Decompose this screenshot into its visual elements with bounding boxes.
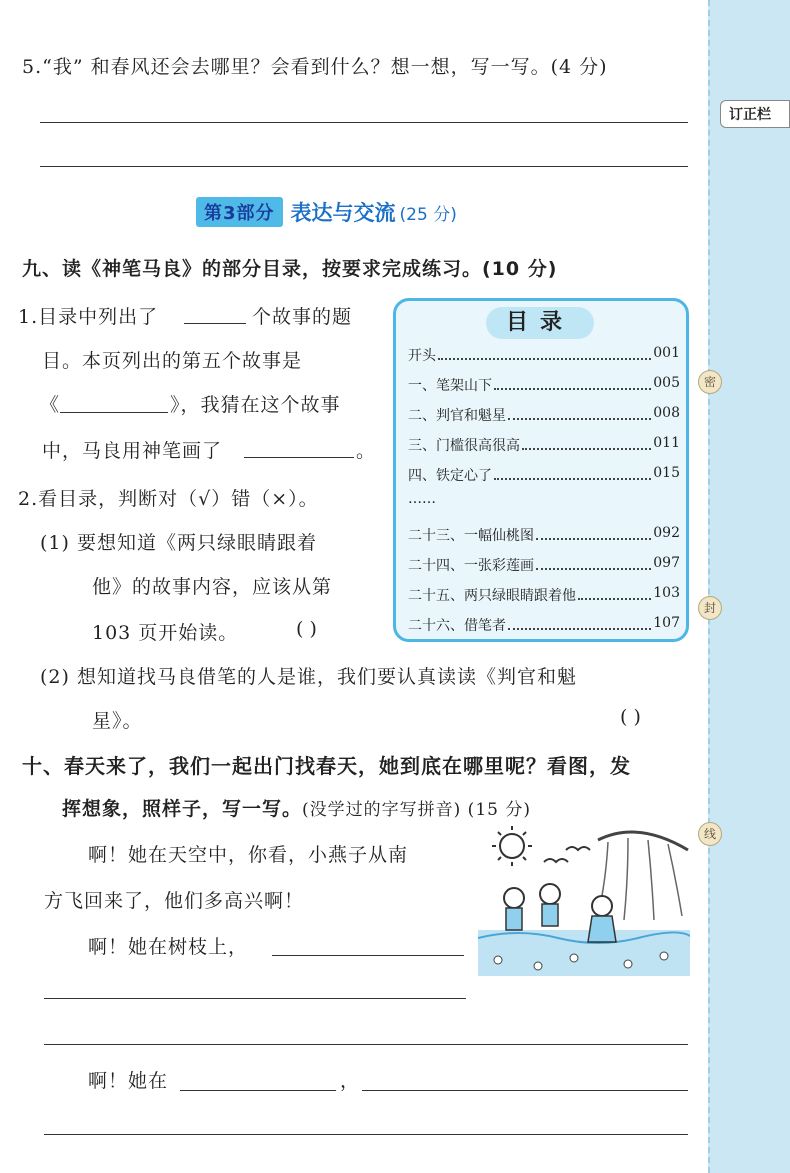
toc-title: 一、笔架山下: [408, 378, 492, 394]
section-header: [196, 196, 457, 228]
toc-title: 二十三、一幅仙桃图: [408, 528, 534, 544]
q9-text: 《: [40, 394, 61, 416]
example-line-1: 啊！她在天空中，你看，小燕子从南: [88, 844, 409, 866]
prompt-comma: ，: [340, 1070, 361, 1092]
q9-item-2: 2.看目录，判断对（√）错（×）。: [18, 488, 319, 510]
toc-row: [408, 465, 680, 485]
answer-line[interactable]: [180, 1090, 336, 1091]
toc-title: 二、判官和魁星: [408, 408, 506, 424]
answer-line[interactable]: [44, 998, 466, 999]
q9-text: 中，马良用神笔画了: [42, 440, 223, 462]
answer-line[interactable]: [44, 1134, 688, 1135]
q9-text: 目。本页列出的第五个故事是: [42, 350, 303, 372]
blank-drawing[interactable]: [244, 457, 354, 458]
toc-row: [408, 525, 680, 545]
toc-row: [408, 345, 680, 365]
answer-parentheses[interactable]: ( ): [296, 618, 317, 640]
toc-title: 四、铁定心了: [408, 468, 492, 484]
toc-row: [408, 435, 680, 455]
q9-sub-1: (1) 要想知道《两只绿眼睛跟着: [40, 532, 317, 554]
toc-page: 005: [653, 375, 680, 391]
toc-row: [408, 615, 680, 635]
prompt-free: 啊！她在: [88, 1070, 169, 1092]
seal-mark: 密: [698, 370, 722, 394]
q9-sub-2: 星》。: [92, 710, 143, 732]
answer-line[interactable]: [362, 1090, 688, 1091]
toc-row: [408, 375, 680, 395]
toc-page: 107: [653, 615, 680, 631]
toc-row: [408, 555, 680, 575]
answer-line[interactable]: [40, 166, 688, 167]
toc-page: 008: [653, 405, 680, 421]
section-score: (25 分): [399, 204, 457, 225]
example-line-2: 方飞回来了，他们多高兴啊！: [44, 890, 305, 912]
question-10-note: (没学过的字写拼音) (15 分): [302, 800, 531, 820]
toc-heading: 目录: [486, 307, 594, 339]
blank-story-count[interactable]: [184, 323, 246, 324]
correction-column-tab: 订正栏: [720, 100, 790, 128]
q9-sub-1: 他》的故事内容，应该从第: [92, 576, 333, 598]
toc-ellipsis: ……: [408, 491, 436, 507]
q9-text: 》，我猜在这个故事: [170, 394, 341, 416]
question-10-title: 十、春天来了，我们一起出门找春天，她到底在哪里呢？看图，发: [22, 754, 631, 778]
toc-title: 三、门槛很高很高: [408, 438, 520, 454]
q9-sub-1: 103 页开始读。: [92, 622, 239, 644]
answer-line[interactable]: [44, 1044, 688, 1045]
q9-text: 。: [356, 440, 377, 462]
margin-strip: [708, 0, 790, 1173]
toc-row: [408, 585, 680, 605]
question-9-title: 九、读《神笔马良》的部分目录，按要求完成练习。(10 分): [22, 258, 558, 280]
seal-mark: 线: [698, 822, 722, 846]
q9-text: 个故事的题: [252, 306, 353, 328]
seal-mark: 封: [698, 596, 722, 620]
toc-title: 二十五、两只绿眼睛跟着他: [408, 588, 576, 604]
answer-line[interactable]: [40, 122, 688, 123]
prompt-tree-branch: 啊！她在树枝上，: [88, 936, 249, 958]
toc-page: 092: [653, 525, 680, 541]
toc-title: 开头: [408, 348, 436, 364]
question-10-title-2: 挥想象，照样子，写一写。(没学过的字写拼音) (15 分): [62, 798, 531, 820]
toc-page: 011: [653, 435, 680, 451]
blank-fifth-story[interactable]: [60, 412, 168, 413]
q9-text: 1.目录中列出了: [18, 306, 159, 328]
answer-line[interactable]: [272, 955, 464, 956]
question-5: 5.“我” 和春风还会去哪里？会看到什么？想一想，写一写。(4 分): [22, 56, 608, 78]
toc-title: 二十六、借笔者: [408, 618, 506, 634]
toc-title: 二十四、一张彩莲画: [408, 558, 534, 574]
spring-children-illustration: [478, 820, 690, 976]
toc-row: [408, 405, 680, 425]
q9-sub-2: (2) 想知道找马良借笔的人是谁，我们要认真读读《判官和魁: [40, 666, 577, 688]
section-badge: 第3部分: [196, 197, 283, 227]
section-name: 表达与交流: [290, 201, 396, 225]
toc-page: 097: [653, 555, 680, 571]
toc-page: 015: [653, 465, 680, 481]
answer-parentheses[interactable]: ( ): [620, 706, 641, 728]
toc-page: 001: [653, 345, 680, 361]
table-of-contents: [393, 298, 689, 642]
toc-page: 103: [653, 585, 680, 601]
